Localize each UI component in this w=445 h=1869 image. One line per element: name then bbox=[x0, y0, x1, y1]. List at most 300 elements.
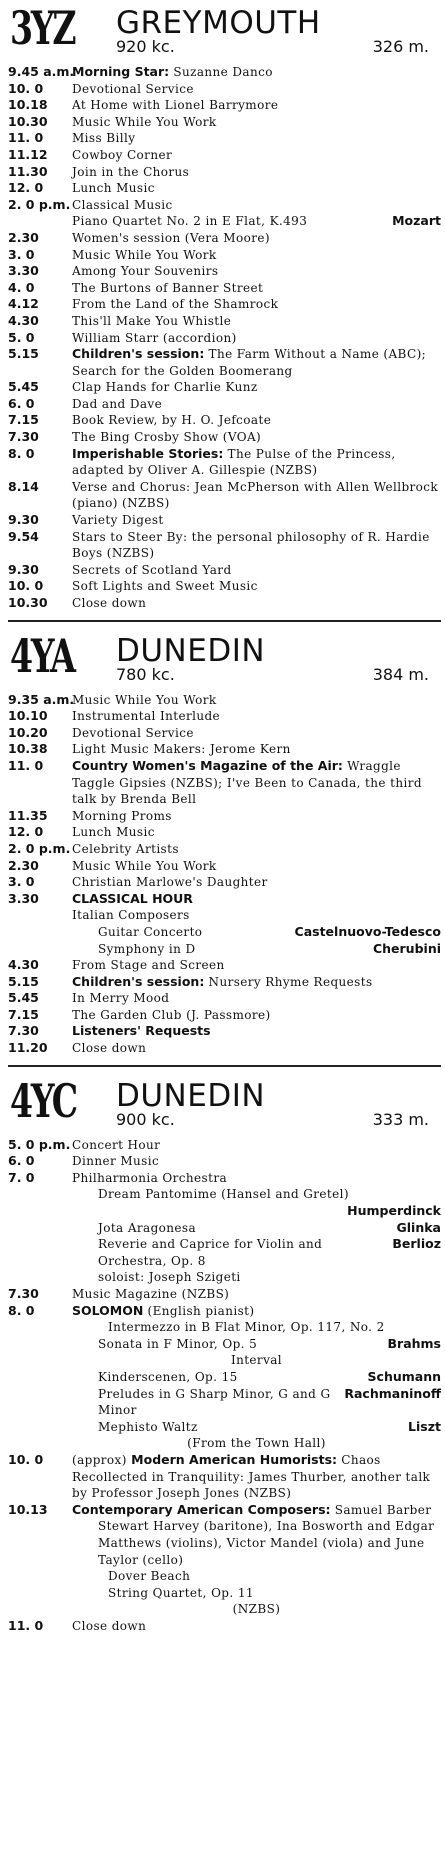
programme-text: From Stage and Screen bbox=[72, 958, 225, 973]
programme-text: Concert Hour bbox=[72, 1137, 161, 1152]
detail-row bbox=[98, 1336, 441, 1353]
programme-item bbox=[8, 1269, 441, 1286]
programme-item bbox=[8, 429, 441, 446]
programme-item bbox=[8, 1336, 441, 1353]
programme-time: 11.35 bbox=[8, 807, 48, 823]
programme-detail bbox=[72, 907, 441, 924]
programme-time: 2. 0 p.m. bbox=[8, 196, 71, 212]
programme-text: Soft Lights and Sweet Music bbox=[72, 579, 258, 594]
programme-item bbox=[8, 1303, 441, 1320]
programme-body bbox=[72, 347, 426, 378]
programme-item bbox=[8, 1236, 441, 1269]
composer-name: Humperdinck bbox=[347, 1203, 441, 1219]
programme-item bbox=[8, 1601, 441, 1618]
programme-body bbox=[72, 875, 268, 889]
programme-time: 11.30 bbox=[8, 163, 48, 179]
programme-item bbox=[8, 808, 441, 825]
programme-body bbox=[72, 1008, 271, 1022]
detail-text: Stewart Harvey (baritone), Ina Bosworth and Edgar Matthews (violins), Victor Mandel (viola) and June Taylor (cello) bbox=[98, 1519, 435, 1567]
programme-body bbox=[72, 297, 278, 311]
programme-item bbox=[8, 974, 441, 991]
programme-item bbox=[8, 330, 441, 347]
detail-text: Interval bbox=[230, 1353, 283, 1368]
programme-item bbox=[8, 1023, 441, 1040]
programme-text: Secrets of Scotland Yard bbox=[72, 562, 232, 577]
programme-text: Suzanne Danco bbox=[169, 65, 273, 79]
programme-body bbox=[72, 397, 162, 411]
programme-text: The Garden Club (J. Passmore) bbox=[72, 1007, 271, 1022]
programme-time: 9.54 bbox=[8, 528, 39, 544]
programme-text: Lunch Music bbox=[72, 181, 155, 196]
programme-title-bold: Imperishable Stories: bbox=[72, 445, 224, 461]
programme-body bbox=[72, 513, 164, 527]
composer-name: Glinka bbox=[396, 1219, 441, 1235]
programme-time: 10.10 bbox=[8, 708, 48, 724]
programme-item bbox=[8, 1435, 441, 1452]
detail-text: String Quartet, Op. 11 bbox=[108, 1585, 254, 1600]
programme-item bbox=[8, 1220, 441, 1237]
station-frequency: 780 kc. bbox=[116, 664, 175, 684]
programme-time: 3. 0 bbox=[8, 246, 35, 262]
programme-body bbox=[72, 1503, 431, 1517]
programme-text: Christian Marlowe's Daughter bbox=[72, 875, 268, 890]
station-wavelength: 326 m. bbox=[372, 37, 429, 56]
station-call-sign: 3YZ bbox=[10, 1, 75, 55]
programme-text: (approx) bbox=[72, 1452, 127, 1467]
programme-text: Music Magazine (NZBS) bbox=[72, 1287, 230, 1301]
detail-text: Symphony in D bbox=[98, 941, 196, 956]
programme-title-bold: Country Women's Magazine of the Air: bbox=[72, 757, 343, 773]
programme-detail bbox=[72, 1518, 441, 1568]
detail-text: Mephisto Waltz bbox=[98, 1419, 198, 1434]
programme-text: William Starr (accordion) bbox=[72, 330, 237, 345]
detail-text: Dover Beach bbox=[108, 1569, 191, 1584]
detail-text: Italian Composers bbox=[72, 908, 190, 923]
programme-list-4ya bbox=[8, 692, 441, 1057]
station-call-sign: 4YC bbox=[10, 1073, 76, 1128]
programme-list-4yc bbox=[8, 1137, 441, 1635]
programme-detail bbox=[72, 1203, 441, 1220]
detail-text: Dream Pantomime (Hansel and Gretel) bbox=[98, 1187, 349, 1202]
programme-time: 10.38 bbox=[8, 741, 48, 757]
programme-time: 5. 0 bbox=[8, 329, 35, 345]
programme-text: Miss Billy bbox=[72, 131, 136, 146]
programme-item bbox=[8, 907, 441, 924]
programme-item bbox=[8, 841, 441, 858]
programme-time: 5.45 bbox=[8, 379, 39, 395]
programme-text: Variety Digest bbox=[72, 513, 164, 528]
programme-body bbox=[72, 1171, 227, 1185]
programme-item bbox=[8, 197, 441, 214]
programme-item bbox=[8, 1502, 441, 1519]
composer-name: Berlioz bbox=[392, 1236, 441, 1252]
detail-row bbox=[98, 924, 441, 941]
programme-detail bbox=[72, 1186, 441, 1203]
programme-body bbox=[72, 596, 146, 610]
programme-item bbox=[8, 824, 441, 841]
programme-time: 8. 0 bbox=[8, 1302, 35, 1318]
programme-time: 11.12 bbox=[8, 146, 48, 162]
programme-item bbox=[8, 1369, 441, 1386]
programme-body bbox=[72, 413, 271, 427]
programme-text: Chaos Recollected in Tranquility: James Thurber, another talk by Professor Joseph Jones (NZBS) bbox=[72, 1452, 431, 1501]
programme-time: 9.45 a.m. bbox=[8, 64, 75, 79]
programme-item bbox=[8, 1170, 441, 1187]
programme-item bbox=[8, 874, 441, 891]
programme-item bbox=[8, 247, 441, 264]
detail-text: Reverie and Caprice for Violin and Orchestra, Op. 8 bbox=[98, 1237, 323, 1268]
station-city: DUNEDIN bbox=[116, 1077, 266, 1114]
programme-text: Close down bbox=[72, 1041, 147, 1056]
programme-item bbox=[8, 1137, 441, 1154]
programme-list-3yz bbox=[8, 64, 441, 612]
programme-text: Music While You Work bbox=[72, 114, 217, 129]
programme-body bbox=[72, 991, 169, 1005]
composer-name: Cherubini bbox=[372, 940, 441, 956]
programme-detail bbox=[72, 941, 441, 958]
programme-body bbox=[72, 98, 278, 112]
station-wavelength: 384 m. bbox=[372, 664, 429, 684]
detail-text: (From the Town Hall) bbox=[187, 1436, 326, 1451]
programme-time: 5. 0 p.m. bbox=[8, 1136, 71, 1152]
station-city: GREYMOUTH bbox=[116, 5, 321, 41]
programme-detail bbox=[72, 1220, 441, 1237]
programme-time: 11. 0 bbox=[8, 130, 44, 146]
programme-body bbox=[72, 148, 172, 162]
programme-item bbox=[8, 1352, 441, 1369]
programme-time: 3.30 bbox=[8, 263, 39, 279]
programme-item bbox=[8, 595, 441, 612]
programme-time: 4.12 bbox=[8, 296, 39, 312]
programme-time: 4.30 bbox=[8, 312, 39, 328]
programme-body bbox=[72, 892, 193, 906]
programme-body bbox=[72, 82, 194, 96]
programme-item bbox=[8, 924, 441, 941]
programme-time: 10.30 bbox=[8, 595, 48, 610]
programme-body bbox=[72, 165, 189, 179]
programme-time: 4. 0 bbox=[8, 279, 35, 295]
programme-time: 6. 0 bbox=[8, 395, 35, 411]
programme-title-bold: CLASSICAL HOUR bbox=[72, 890, 193, 906]
programme-body bbox=[72, 248, 217, 262]
programme-time: 8.14 bbox=[8, 478, 39, 494]
programme-item bbox=[8, 758, 441, 808]
programme-item bbox=[8, 1203, 441, 1220]
programme-text: (English pianist) bbox=[143, 1303, 255, 1318]
programme-time: 10.13 bbox=[8, 1501, 48, 1517]
programme-title-bold: Listeners' Requests bbox=[72, 1023, 211, 1039]
programme-item bbox=[8, 741, 441, 758]
programme-detail bbox=[72, 1419, 441, 1436]
programme-time: 12. 0 bbox=[8, 180, 44, 196]
programme-body bbox=[72, 380, 258, 394]
programme-text: Cowboy Corner bbox=[72, 147, 173, 162]
programme-body bbox=[72, 1138, 160, 1152]
programme-time: 5.45 bbox=[8, 990, 39, 1006]
programme-title-bold: Children's session: bbox=[72, 973, 205, 989]
programme-detail bbox=[72, 924, 441, 941]
programme-body bbox=[72, 975, 373, 989]
programme-text: Lunch Music bbox=[72, 825, 155, 840]
programme-text: Clap Hands for Charlie Kunz bbox=[72, 380, 258, 395]
programme-time: 10. 0 bbox=[8, 1451, 44, 1467]
programme-item bbox=[8, 1186, 441, 1203]
programme-body bbox=[72, 131, 135, 145]
programme-item bbox=[8, 1040, 441, 1057]
programme-time: 11. 0 bbox=[8, 1617, 44, 1633]
programme-text: Women's session (Vera Moore) bbox=[72, 230, 270, 245]
programme-time: 3.30 bbox=[8, 890, 39, 906]
programme-body bbox=[72, 447, 396, 478]
programme-item bbox=[8, 1618, 441, 1635]
programme-text: Dinner Music bbox=[72, 1154, 160, 1169]
programme-detail bbox=[72, 1336, 441, 1353]
programme-time: 7.15 bbox=[8, 1006, 39, 1022]
composer-name: Schumann bbox=[367, 1368, 441, 1384]
programme-item bbox=[8, 313, 441, 330]
detail-text: Sonata in F Minor, Op. 5 bbox=[98, 1336, 258, 1351]
programme-time: 2. 0 p.m. bbox=[8, 840, 71, 856]
programme-time: 11.20 bbox=[8, 1040, 48, 1056]
composer-name: Mozart bbox=[392, 213, 441, 229]
programme-time: 9.35 a.m. bbox=[8, 691, 75, 707]
programme-body bbox=[72, 859, 217, 873]
station-frequency: 920 kc. bbox=[116, 37, 175, 56]
composer-name: Liszt bbox=[408, 1418, 441, 1434]
programme-time: 12. 0 bbox=[8, 824, 44, 840]
programme-item bbox=[8, 692, 441, 709]
programme-time: 4.30 bbox=[8, 957, 39, 973]
programme-time: 7.15 bbox=[8, 412, 39, 428]
programme-time: 7.30 bbox=[8, 429, 39, 445]
programme-body bbox=[72, 181, 155, 195]
programme-body bbox=[72, 958, 225, 972]
programme-time: 10. 0 bbox=[8, 80, 44, 96]
programme-item bbox=[8, 578, 441, 595]
programme-item bbox=[8, 280, 441, 297]
programme-body bbox=[72, 1024, 211, 1038]
programme-text: Classical Music bbox=[72, 197, 173, 212]
programme-item bbox=[8, 296, 441, 313]
programme-text: Wraggle Taggle Gipsies (NZBS); I've Been to Canada, the third talk by Brenda Bell bbox=[72, 758, 422, 807]
programme-detail bbox=[72, 1269, 441, 1286]
programme-title-bold: Modern American Humorists: bbox=[126, 1451, 338, 1467]
programme-detail bbox=[72, 1352, 441, 1369]
programme-item bbox=[8, 1585, 441, 1602]
programme-body bbox=[72, 1154, 159, 1168]
programme-time: 5.15 bbox=[8, 973, 39, 989]
section-divider bbox=[8, 1065, 441, 1067]
programme-body bbox=[72, 693, 217, 707]
programme-item bbox=[8, 529, 441, 562]
programme-item bbox=[8, 1319, 441, 1336]
programme-title-bold: Morning Star: bbox=[72, 64, 170, 79]
programme-text: From the Land of the Shamrock bbox=[72, 297, 279, 312]
programme-text: This'll Make You Whistle bbox=[72, 313, 232, 328]
programme-text: Light Music Makers: Jerome Kern bbox=[72, 742, 291, 757]
programme-title-bold: Contemporary American Composers: bbox=[72, 1501, 331, 1517]
station-header-4ya bbox=[8, 628, 441, 686]
programme-text: The Burtons of Banner Street bbox=[72, 280, 264, 295]
programme-item bbox=[8, 1007, 441, 1024]
programme-detail bbox=[72, 1386, 441, 1419]
programme-item bbox=[8, 479, 441, 512]
programme-body bbox=[72, 726, 194, 740]
station-call-sign: 4YA bbox=[10, 628, 74, 683]
programme-item bbox=[8, 1153, 441, 1170]
programme-time: 2.30 bbox=[8, 857, 39, 873]
programme-item bbox=[8, 725, 441, 742]
detail-text: soloist: Joseph Szigeti bbox=[98, 1270, 241, 1285]
composer-name: Castelnuovo-Tedesco bbox=[294, 923, 441, 939]
station-header-4yc bbox=[8, 1073, 441, 1131]
programme-body bbox=[72, 331, 237, 345]
programme-item bbox=[8, 180, 441, 197]
programme-item bbox=[8, 130, 441, 147]
programme-time: 7.30 bbox=[8, 1286, 39, 1301]
programme-item bbox=[8, 346, 441, 379]
programme-body bbox=[72, 1304, 254, 1318]
programme-detail bbox=[72, 1236, 441, 1269]
programme-text: Dad and Dave bbox=[72, 396, 163, 411]
programme-item bbox=[8, 512, 441, 529]
programme-item bbox=[8, 114, 441, 131]
programme-item bbox=[8, 396, 441, 413]
programme-body bbox=[72, 530, 430, 561]
station-header-3yz bbox=[8, 0, 441, 58]
programme-item bbox=[8, 1386, 441, 1419]
programme-item bbox=[8, 562, 441, 579]
programme-text: Music While You Work bbox=[72, 858, 217, 873]
programme-text: Among Your Souvenirs bbox=[72, 264, 219, 279]
programme-body bbox=[72, 430, 261, 444]
detail-text: (NZBS) bbox=[232, 1602, 281, 1617]
programme-item bbox=[8, 1452, 441, 1502]
programme-time: 6. 0 bbox=[8, 1153, 35, 1169]
detail-text: Guitar Concerto bbox=[98, 924, 203, 939]
programme-time: 3. 0 bbox=[8, 874, 35, 890]
programme-item bbox=[8, 213, 441, 230]
programme-text: Book Review, by H. O. Jefcoate bbox=[72, 413, 272, 428]
programme-item bbox=[8, 990, 441, 1007]
programme-item bbox=[8, 858, 441, 875]
programme-body bbox=[72, 759, 422, 806]
detail-text: Preludes in G Sharp Minor, G and G Minor bbox=[98, 1386, 331, 1418]
programme-body bbox=[72, 1619, 146, 1633]
programme-text: The Pulse of the Princess, adapted by Oliver A. Gillespie (NZBS) bbox=[72, 446, 396, 478]
programme-text: Devotional Service bbox=[72, 725, 194, 740]
programme-detail bbox=[72, 213, 441, 230]
programme-body bbox=[72, 563, 232, 577]
programme-text: Philharmonia Orchestra bbox=[72, 1170, 228, 1185]
programme-item bbox=[8, 1518, 441, 1568]
programme-time: 10.18 bbox=[8, 97, 48, 113]
programme-body bbox=[72, 809, 172, 823]
programme-item bbox=[8, 64, 441, 81]
programme-text: Music While You Work bbox=[72, 247, 217, 262]
programme-item bbox=[8, 230, 441, 247]
detail-text: Jota Aragonesa bbox=[98, 1220, 197, 1235]
programme-text: At Home with Lionel Barrymore bbox=[72, 98, 279, 113]
programme-time: 7.30 bbox=[8, 1023, 39, 1039]
programme-detail bbox=[72, 1435, 441, 1452]
programme-detail bbox=[72, 1568, 441, 1585]
programme-text: Close down bbox=[72, 1618, 147, 1633]
programme-detail bbox=[72, 1585, 441, 1602]
programme-item bbox=[8, 263, 441, 280]
programme-body bbox=[72, 742, 291, 756]
detail-row bbox=[98, 1220, 441, 1237]
detail-row bbox=[98, 1419, 441, 1436]
programme-time: 10.20 bbox=[8, 724, 48, 740]
programme-body bbox=[72, 65, 273, 79]
programme-body bbox=[72, 825, 155, 839]
programme-text: Devotional Service bbox=[72, 81, 194, 96]
programme-body bbox=[72, 1453, 430, 1500]
programme-item bbox=[8, 1568, 441, 1585]
programme-time: 2.30 bbox=[8, 229, 39, 245]
detail-text: Intermezzo in B Flat Minor, Op. 117, No. 2 bbox=[108, 1320, 385, 1335]
detail-row bbox=[72, 213, 441, 230]
programme-body bbox=[72, 480, 438, 511]
detail-row bbox=[98, 1386, 441, 1419]
programme-item bbox=[8, 81, 441, 98]
programme-text: Celebrity Artists bbox=[72, 841, 179, 856]
station-wavelength: 333 m. bbox=[372, 1109, 429, 1129]
programme-item bbox=[8, 891, 441, 908]
programme-item bbox=[8, 1419, 441, 1436]
programme-item bbox=[8, 957, 441, 974]
programme-time: 5.15 bbox=[8, 346, 39, 362]
programme-time: 10. 0 bbox=[8, 578, 44, 594]
detail-row bbox=[98, 941, 441, 958]
programme-time: 7. 0 bbox=[8, 1169, 35, 1185]
programme-item bbox=[8, 446, 441, 479]
station-city: DUNEDIN bbox=[116, 632, 266, 669]
section-divider bbox=[8, 620, 441, 622]
programme-item bbox=[8, 97, 441, 114]
programme-time: 11. 0 bbox=[8, 757, 44, 773]
programme-text: Morning Proms bbox=[72, 808, 172, 823]
programme-item bbox=[8, 1286, 441, 1303]
programme-text: Join in the Chorus bbox=[72, 164, 190, 179]
programme-time: 10.30 bbox=[8, 113, 48, 129]
programme-time: 8. 0 bbox=[8, 445, 35, 461]
programme-text: Verse and Chorus: Jean McPherson with Allen Wellbrock (piano) (NZBS) bbox=[72, 479, 439, 511]
programme-text: Nursery Rhyme Requests bbox=[204, 974, 373, 989]
programme-text: Instrumental Interlude bbox=[72, 709, 221, 724]
programme-item bbox=[8, 941, 441, 958]
detail-row bbox=[98, 1369, 441, 1386]
programme-detail bbox=[72, 1319, 441, 1336]
programme-text: The Bing Crosby Show (VOA) bbox=[72, 430, 262, 445]
detail-row bbox=[98, 1236, 441, 1269]
programme-body bbox=[72, 281, 263, 295]
programme-text: The Farm Without a Name (ABC); Search for the Golden Boomerang bbox=[72, 347, 427, 378]
programme-item bbox=[8, 412, 441, 429]
programme-body bbox=[72, 115, 217, 129]
programme-text: Close down bbox=[72, 596, 147, 610]
programme-body bbox=[72, 842, 179, 856]
programme-time: 9.30 bbox=[8, 561, 39, 577]
programme-detail bbox=[72, 1369, 441, 1386]
programme-body bbox=[72, 1287, 229, 1301]
programme-body bbox=[72, 1041, 146, 1055]
programme-body bbox=[72, 579, 258, 593]
programme-body bbox=[72, 231, 270, 245]
programme-body bbox=[72, 709, 220, 723]
station-frequency: 900 kc. bbox=[116, 1109, 175, 1129]
